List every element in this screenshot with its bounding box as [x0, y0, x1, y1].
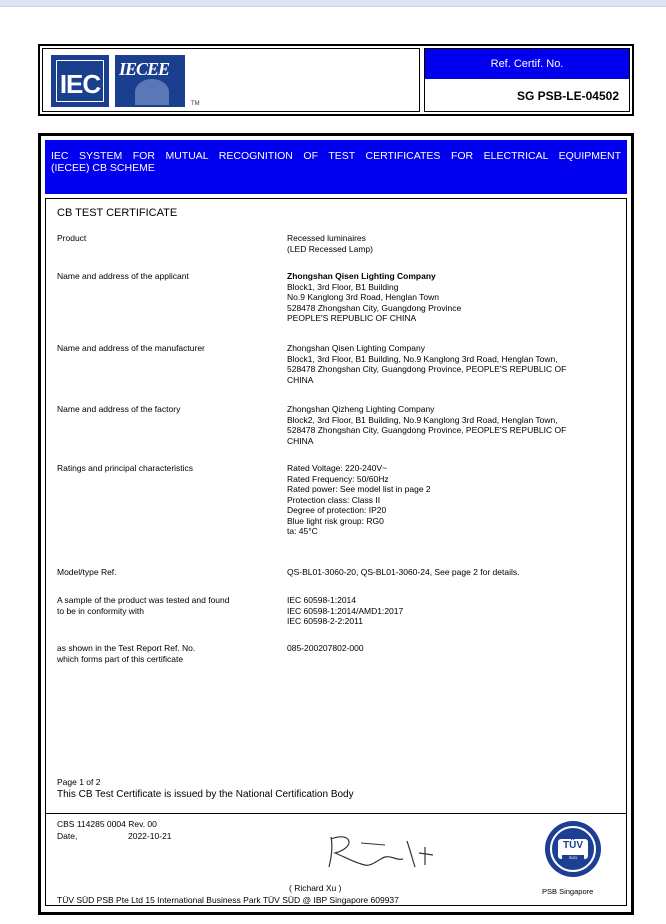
logo-panel: [42, 48, 420, 112]
iecee-logo: IECEE: [115, 55, 185, 107]
manufacturer-label: Name and address of the manufacturer: [57, 343, 205, 353]
report-label: as shown in the Test Report Ref. No. which forms part of this certificate: [57, 643, 196, 664]
certificate-body: [45, 198, 627, 906]
viewer-top-bar: [0, 0, 666, 7]
tuv-label: PSB Singapore: [542, 887, 594, 896]
signer-name: ( Richard Xu ): [289, 883, 342, 893]
signature: [321, 827, 441, 877]
page-number: Page 1 of 2: [57, 777, 101, 787]
date-label: Date,: [57, 831, 78, 841]
report-number: 085-200207802-000: [287, 643, 364, 653]
applicant-label: Name and address of the applicant: [57, 271, 189, 281]
model-label: Model/type Ref.: [57, 567, 117, 577]
globe-icon: [135, 79, 169, 105]
iec-logo: IEC: [51, 55, 109, 107]
product-label: Product: [57, 233, 87, 243]
trademark-mark: TM: [191, 101, 200, 107]
applicant-value: Zhongshan Qisen Lighting Company Block1, 3rd Floor, B1 Building No.9 Kanglong 3rd Road, Henglan Town 528478 Zhongshan City, Guangdong Province PEOPLE'S REPUBLIC OF CHINA: [287, 271, 462, 323]
factory-label: Name and address of the factory: [57, 404, 181, 414]
date-value: 2022-10-21: [128, 831, 172, 841]
factory-value: Zhongshan Qizheng Lighting Company Block2, 3rd Floor, B1 Building, No.9 Kanglong 3rd Road, Henglan Town, 528478 Zhongshan City, Guangdong Province, PEOPLE'S REPUBLIC OF CHINA: [287, 404, 567, 446]
issued-statement: This CB Test Certificate is issued by the National Certification Body: [57, 789, 354, 800]
issuer-address: TÜV SÜD PSB Pte Ltd 15 International Business Park TÜV SÜD @ IBP Singapore 609937: [57, 895, 399, 905]
model-value: QS-BL01-3060-20, QS-BL01-3060-24, See page 2 for details.: [287, 567, 520, 577]
ref-panel: [424, 48, 630, 112]
scheme-banner: [45, 140, 627, 194]
footer-divider: [46, 813, 626, 814]
scheme-line-1: IEC SYSTEM FOR MUTUAL RECOGNITION OF TEST CERTIFICATES FOR ELECTRICAL EQUIPMENT: [51, 150, 621, 162]
sample-label: A sample of the product was tested and found to be in conformity with: [57, 595, 230, 616]
ref-number: SG PSB-LE-04502: [516, 89, 619, 103]
certificate-title: CB TEST CERTIFICATE: [57, 207, 178, 219]
certificate-frame: [38, 133, 634, 915]
product-value: Recessed luminaires (LED Recessed Lamp): [287, 233, 373, 254]
scheme-line-2: (IECEE) CB SCHEME: [51, 162, 155, 174]
ratings-value: Rated Voltage: 220-240V~ Rated Frequency: 50/60Hz Rated power: See model list in page 2 Protection class: Class II Degree of protection: IP20 Blue light risk group: RG0 ta: 45°C: [287, 463, 431, 536]
ratings-label: Ratings and principal characteristics: [57, 463, 194, 473]
manufacturer-value: Zhongshan Qisen Lighting Company Block1, 3rd Floor, B1 Building, No.9 Kanglong 3rd Road, Henglan Town, 528478 Zhongshan City, Guangdong Province, PEOPLE'S REPUBLIC OF CHINA: [287, 343, 567, 385]
tuv-logo: TÜV SÜD: [545, 821, 601, 877]
ref-label: Ref. Certif. No.: [425, 49, 629, 79]
cbs-number: CBS 114285 0004 Rev. 00: [57, 819, 157, 829]
certificate-header: [38, 44, 634, 116]
standards-value: IEC 60598-1:2014 IEC 60598-1:2014/AMD1:2017 IEC 60598-2-2:2011: [287, 595, 404, 626]
